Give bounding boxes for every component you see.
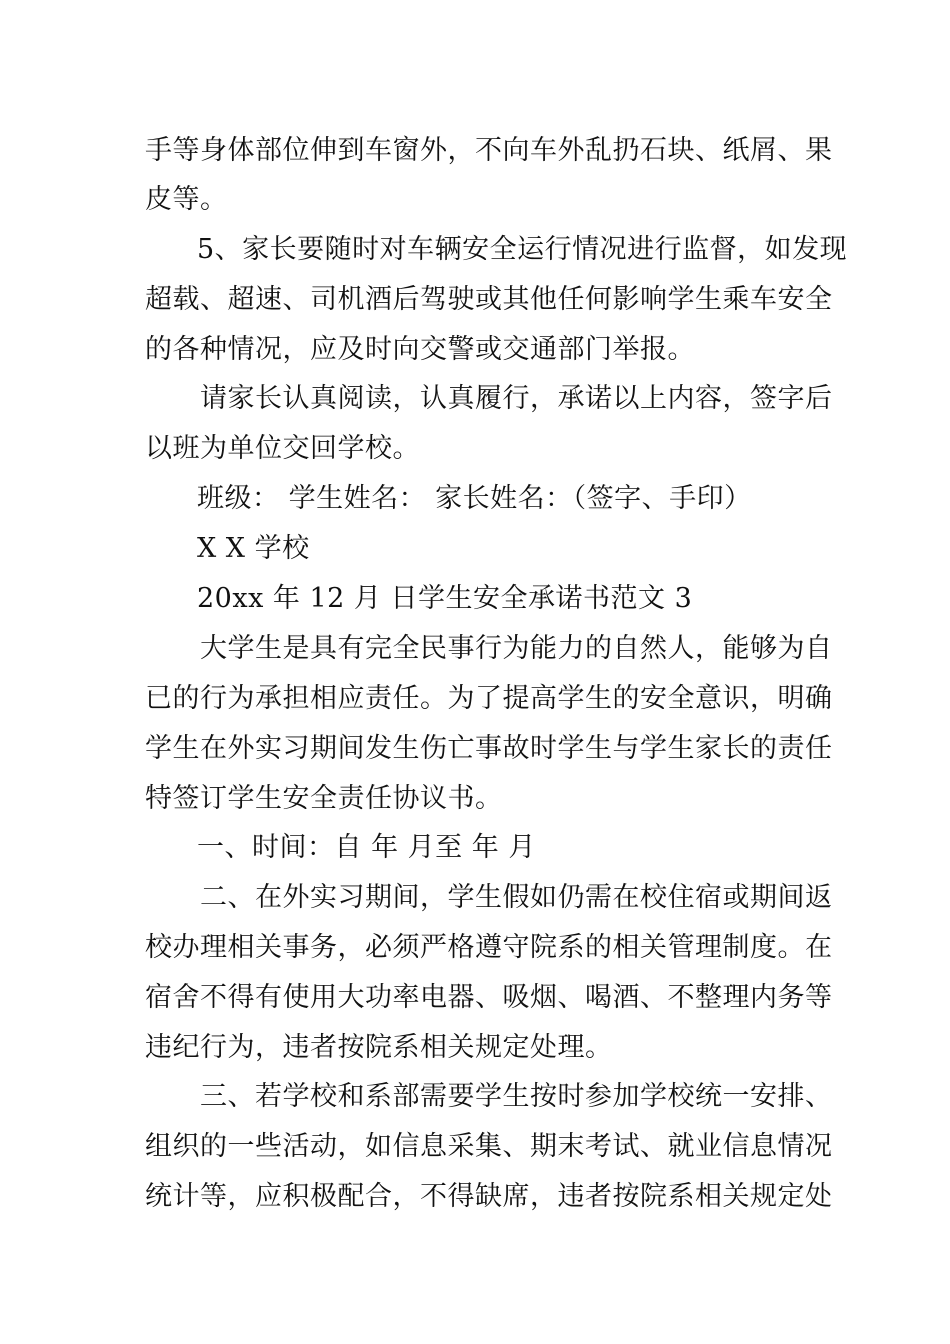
text-line: 三、若学校和系部需要学生按时参加学校统一安排、 [200, 1081, 833, 1112]
school-name-line: X X 学校 [197, 533, 310, 564]
text-line: 一、时间：自 年 月至 年 月 [197, 832, 536, 863]
text-line: 皮等。 [145, 184, 228, 215]
text-line: 超载、超速、司机酒后驾驶或其他任何影响学生乘车安全 [145, 284, 833, 315]
text-line: 的各种情况，应及时向交警或交通部门举报。 [145, 334, 695, 365]
text-line: 违纪行为，违者按院系相关规定处理。 [145, 1032, 613, 1063]
text-line: 特签订学生安全责任协议书。 [145, 783, 503, 814]
section-heading: 20xx 年 12 月 日学生安全承诺书范文 3 [197, 583, 693, 614]
signature-fields-line: 班级： 学生姓名： 家长姓名：（签字、手印） [197, 483, 752, 514]
text-line: 二、在外实习期间，学生假如仍需在校住宿或期间返 [200, 882, 833, 913]
text-line: 以班为单位交回学校。 [145, 433, 420, 464]
text-line: 宿舍不得有使用大功率电器、吸烟、喝酒、不整理内务等 [145, 982, 833, 1013]
text-line: 已的行为承担相应责任。为了提高学生的安全意识，明确 [145, 683, 833, 714]
text-line: 5、家长要随时对车辆安全运行情况进行监督，如发现 [197, 234, 848, 265]
text-line: 统计等，应积极配合，不得缺席，违者按院系相关规定处 [145, 1181, 833, 1212]
text-line: 手等身体部位伸到车窗外，不向车外乱扔石块、纸屑、果 [145, 135, 833, 166]
text-line: 请家长认真阅读，认真履行，承诺以上内容，签字后 [200, 383, 833, 414]
text-line: 学生在外实习期间发生伤亡事故时学生与学生家长的责任 [145, 733, 833, 764]
text-line: 校办理相关事务，必须严格遵守院系的相关管理制度。在 [145, 932, 833, 963]
text-line: 大学生是具有完全民事行为能力的自然人，能够为自 [200, 633, 833, 664]
text-line: 组织的一些活动，如信息采集、期末考试、就业信息情况 [145, 1131, 833, 1162]
